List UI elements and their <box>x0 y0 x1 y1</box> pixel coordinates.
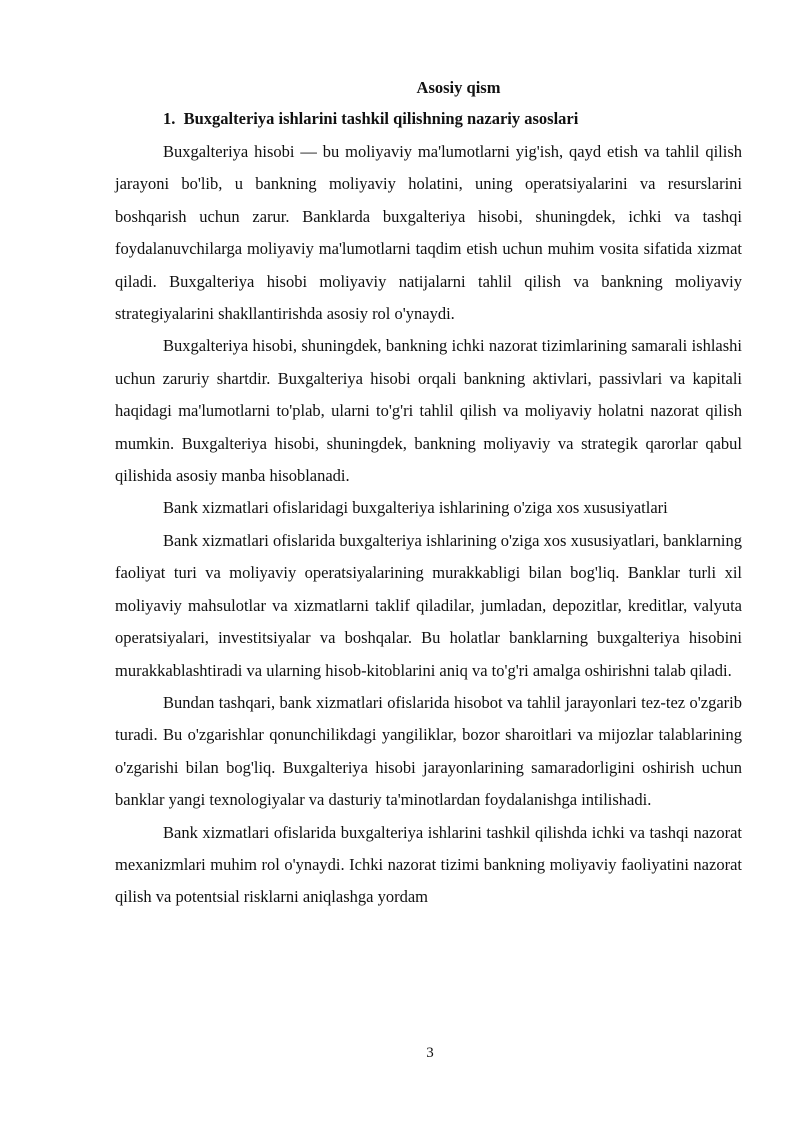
subsection-title-text: Buxgalteriya ishlarini tashkil qilishning nazariy asoslari <box>183 109 579 128</box>
paragraph: Buxgalteriya hisobi, shuningdek, bankning ichki nazorat tizimlarining samarali ishlashi uchun zaruriy shartdir. Buxgalteriya hisobi orqali bankning aktivlari, passivlari va kapitali haqidagi ma'lumotlarni to'plab, ularni to'g'ri tahlil qilish va moliyaviy holatni nazorat qilish mumkin. Buxgalteriya hisobi, shuningdek, bankning moliyaviy va strategik qarorlar qabul qilishida asosiy manba hisoblanadi. <box>115 336 742 486</box>
subsection-number: 1. <box>163 109 176 128</box>
page-content <box>115 76 742 914</box>
subheading-line: Bank xizmatlari ofislaridagi buxgalteriya ishlarining o'ziga xos xususiyatlari <box>163 498 668 518</box>
paragraph: Bank xizmatlari ofislarida buxgalteriya ishlarini tashkil qilishda ichki va tashqi nazorat mexanizmlari muhim rol o'ynaydi. Ichki nazorat tizimi bankning moliyaviy faoliyatini nazorat qilish va potentsial risklarni aniqlashga yordam <box>115 822 742 907</box>
section-title: Asosiy qism <box>416 78 501 97</box>
page-number: 3 <box>426 1045 434 1061</box>
paragraph: Bundan tashqari, bank xizmatlari ofislarida hisobot va tahlil jarayonlari tez-tez o'zgarib turadi. Bu o'zgarishlar qonunchilikdagi yangiliklar, bozor sharoitlari va mijozlar talablarining o'zgarishi bilan bog'liq. Buxgalteriya hisobi jarayonlarining samaradorligini oshirish uchun banklar yangi texnologiyalar va dasturiy ta'minotlardan foydalanishga intilishadi. <box>115 692 742 810</box>
subsection-title <box>115 107 742 131</box>
paragraph: Bank xizmatlari ofislarida buxgalteriya ishlarining o'ziga xos xususiyatlari, banklarning faoliyat turi va moliyaviy operatsiyalarining murakkabligi bilan bog'liq. Banklar turli xil moliyaviy mahsulotlar va xizmatlarni taklif qiladilar, jumladan, depozitlar, kreditlar, valyuta operatsiyalari, investitsiyalar va boshqalar. Bu holatlar banklarning buxgalteriya hisobini murakkablashtiradi va ularning hisob-kitoblarini aniq va to'g'ri amalga oshirishni talab qiladi. <box>115 530 742 680</box>
paragraph: Buxgalteriya hisobi — bu moliyaviy ma'lumotlarni yig'ish, qayd etish va tahlil qilish jarayoni bo'lib, u bankning moliyaviy holatini, uning operatsiyalarini va resurslarini boshqarish uchun zarur. Banklarda buxgalteriya hisobi, shuningdek, ichki va tashqi foydalanuvchilarga moliyaviy ma'lumotlarni taqdim etish uchun muhim vosita sifatida xizmat qiladi. Buxgalteriya hisobi moliyaviy natijalarni tahlil qilish va bankning moliyaviy strategiyalarini shakllantirishda asosiy rol o'ynaydi. <box>115 142 742 324</box>
